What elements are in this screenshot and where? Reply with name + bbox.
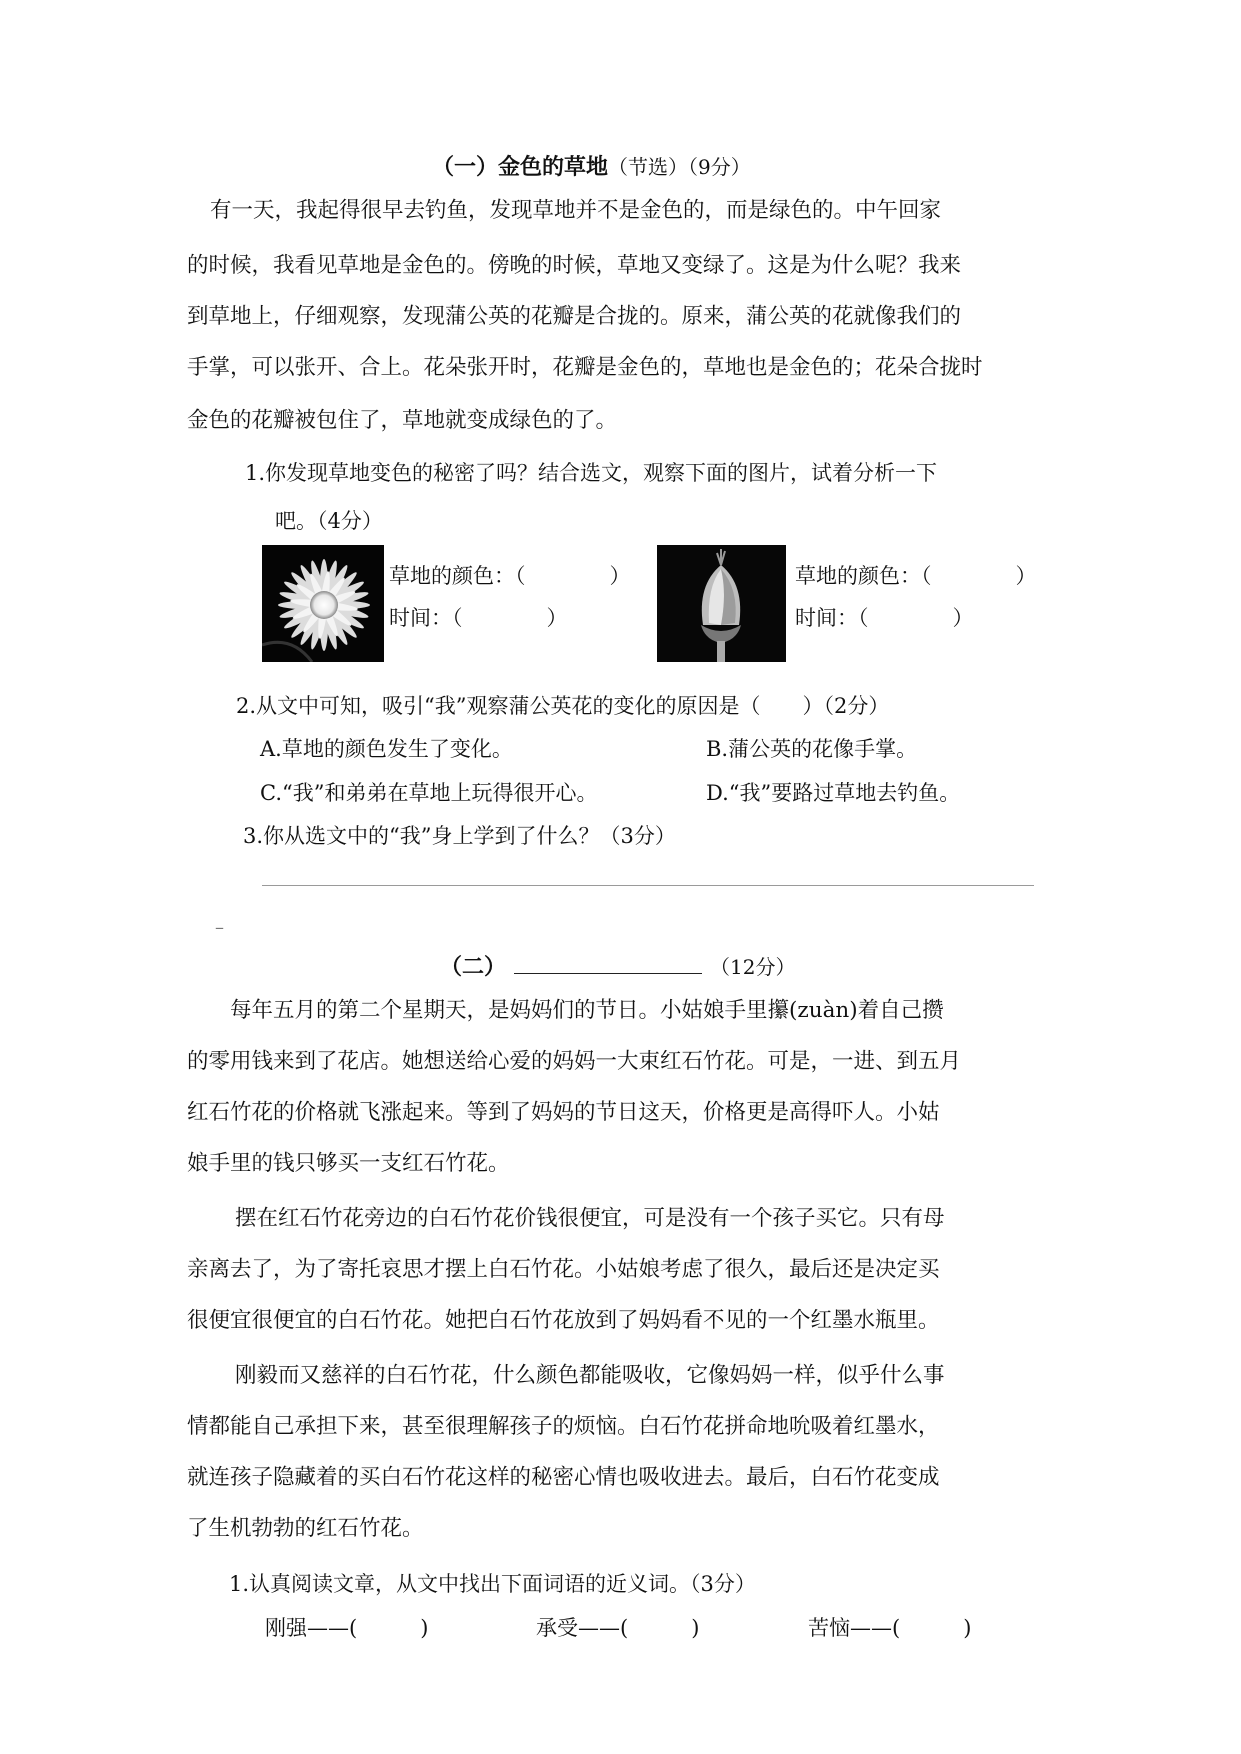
section1-q1-line2: 吧。（4分） xyxy=(275,509,383,533)
section2-paragraph-line: 很便宜很便宜的白石竹花。她把白石竹花放到了妈妈看不见的一个红墨水瓶里。 xyxy=(187,1308,940,1333)
panel2-time-label: 时间：（ ） xyxy=(795,606,974,630)
synonym-item: 苦恼——( ) xyxy=(808,1616,972,1640)
section2-paragraph-line: 红石竹花的价格就飞涨起来。等到了妈妈的节日这天，价格更是高得吓人。小姑 xyxy=(187,1100,940,1125)
section1-q2-option-c: C.“我”和弟弟在草地上玩得很开心。 xyxy=(260,781,598,805)
section2-paragraph-line: 的零用钱来到了花店。她想送给心爱的妈妈一大束红石竹花。可是，一进、到五月 xyxy=(187,1049,962,1074)
synonym-item: 刚强——( ) xyxy=(265,1616,429,1640)
section1-title-main: 金色的草地 xyxy=(498,155,609,180)
section1-q1-line1: 1.你发现草地变色的秘密了吗？结合选文，观察下面的图片，试着分析一下 xyxy=(245,461,938,485)
section1-q2-option-d: D.“我”要路过草地去钓鱼。 xyxy=(706,781,961,805)
section1-title xyxy=(432,150,751,181)
section1-paragraph-line: 有一天，我起得很早去钓鱼，发现草地并不是金色的，而是绿色的。中午回家 xyxy=(210,198,942,223)
section1-paragraph-line: 手掌，可以张开、合上。花朵张开时，花瓣是金色的，草地也是金色的；花朵合拢时 xyxy=(187,355,983,380)
section2-title xyxy=(440,950,795,981)
section2-title-score: （12分） xyxy=(710,955,796,979)
section2-paragraph-line: 了生机勃勃的红石竹花。 xyxy=(187,1516,424,1541)
section2-paragraph-line: 每年五月的第二个星期天，是妈妈们的节日。小姑娘手里攥(zuàn)着自己攒 xyxy=(230,998,944,1023)
section2-paragraph-line: 娘手里的钱只够买一支红石竹花。 xyxy=(187,1151,510,1176)
answer-line xyxy=(262,885,1034,886)
section2-title-prefix: （二） xyxy=(440,955,507,980)
section1-title-score: （9分） xyxy=(688,155,751,179)
section1-paragraph-line: 到草地上，仔细观察，发现蒲公英的花瓣是合拢的。原来，蒲公英的花就像我们的 xyxy=(187,304,962,329)
panel1-time-label: 时间：（ ） xyxy=(389,606,568,630)
section1-q3-question: 3.你从选文中的“我”身上学到了什么？（3分） xyxy=(243,824,676,848)
section2-paragraph-line: 刚毅而又慈祥的白石竹花，什么颜色都能吸收，它像妈妈一样，似乎什么事 xyxy=(235,1363,945,1388)
section1-q2-option-a: A.草地的颜色发生了变化。 xyxy=(260,737,513,761)
section1-paragraph-line: 的时候，我看见草地是金色的。傍晚的时候，草地又变绿了。这是为什么呢？我来 xyxy=(187,253,962,278)
section2-paragraph-line: 亲离去了，为了寄托哀思才摆上白石竹花。小姑娘考虑了很久，最后还是决定买 xyxy=(187,1257,940,1282)
section1-title-prefix: （一） xyxy=(432,155,499,180)
section2-paragraph-line: 情都能自己承担下来，甚至很理解孩子的烦恼。白石竹花拼命地吮吸着红墨水， xyxy=(187,1414,940,1439)
section1-title-note: （节选） xyxy=(608,155,689,179)
section2-paragraph-line: 摆在红石竹花旁边的白石竹花价钱很便宜，可是没有一个孩子买它。只有母 xyxy=(235,1206,945,1231)
dandelion-open-photo xyxy=(262,545,384,662)
stray-dash: – xyxy=(215,917,224,938)
title-blank[interactable] xyxy=(514,953,702,974)
section2-paragraph-line: 就连孩子隐藏着的买白石竹花这样的秘密心情也吸收进去。最后，白石竹花变成 xyxy=(187,1465,940,1490)
synonym-item: 承受——( ) xyxy=(536,1616,700,1640)
panel1-color-label: 草地的颜色：（ ） xyxy=(389,564,631,588)
panel2-color-label: 草地的颜色：（ ） xyxy=(795,564,1037,588)
section1-paragraph-line: 金色的花瓣被包住了，草地就变成绿色的了。 xyxy=(187,408,618,433)
dandelion-closed-photo xyxy=(657,545,786,662)
section1-q2-question: 2.从文中可知，吸引“我”观察蒲公英花的变化的原因是（ ）（2分） xyxy=(236,694,890,718)
section1-q2-option-b: B.蒲公英的花像手掌。 xyxy=(706,737,918,761)
section2-q1-question: 1.认真阅读文章，从文中找出下面词语的近义词。（3分） xyxy=(229,1572,756,1596)
